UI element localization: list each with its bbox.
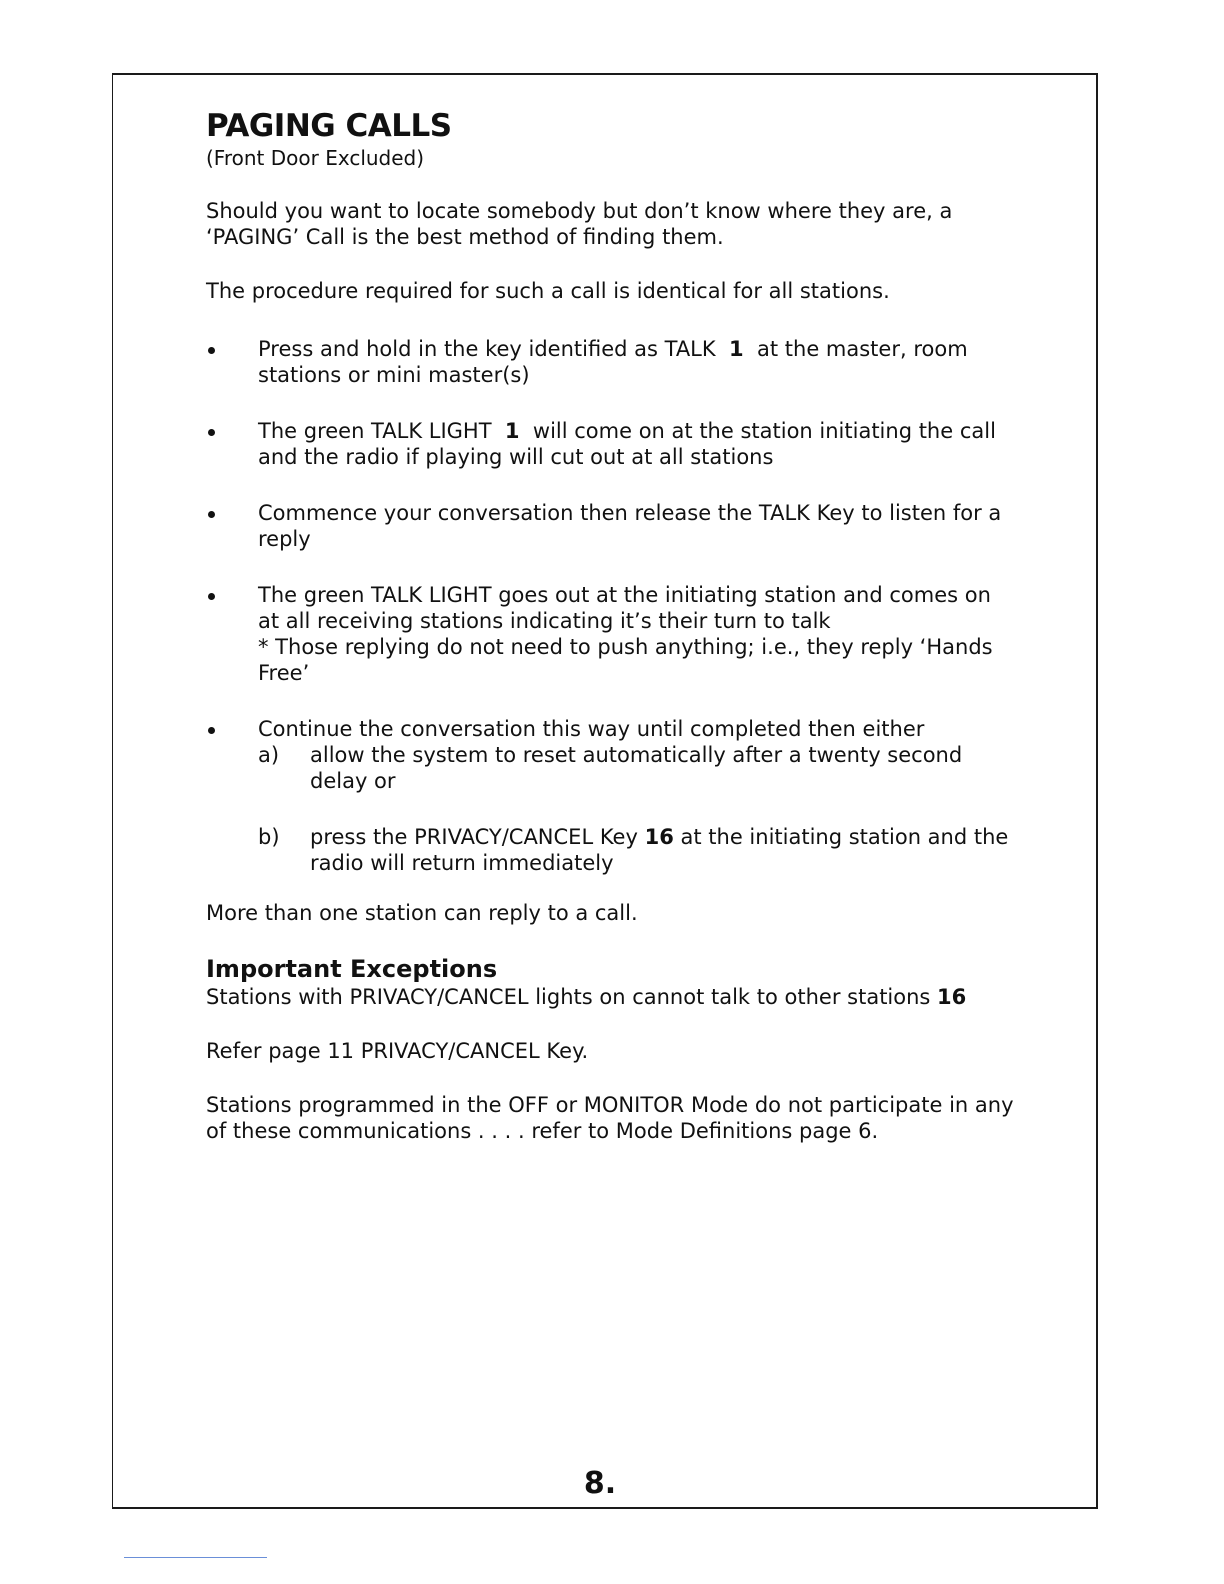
intro-paragraph-1: Should you want to locate somebody but don’t know where they are, a ‘PAGING’ Call is the best method of finding them. <box>206 199 953 249</box>
bullet-icon <box>208 429 215 436</box>
page-title: PAGING CALLS <box>206 108 452 144</box>
option-marker: b) <box>258 825 280 849</box>
intro-paragraph-2: The procedure required for such a call is identical for all stations. <box>206 279 890 303</box>
option-b <box>206 824 1016 876</box>
bullet-text: The green TALK LIGHT goes out at the initiating station and comes on at all receiving stations indicating it’s their turn to talk <box>258 583 991 633</box>
key-number: 16 <box>937 985 967 1009</box>
exceptions-heading: Important Exceptions <box>206 955 498 983</box>
list-item <box>206 716 1016 876</box>
list-item <box>206 582 1016 686</box>
key-number: 16 <box>644 825 674 849</box>
bullet-icon <box>208 593 215 600</box>
bullet-text: at the master, room stations or mini master(s) <box>258 337 968 387</box>
exceptions-line-3: Stations programmed in the OFF or MONITOR Mode do not participate in any of these communications . . . . refer to Mode Definitions page 6. <box>206 1093 1014 1143</box>
bullet-note: * Those replying do not need to push anything; i.e., they reply ‘Hands Free’ <box>258 635 993 685</box>
exceptions-line-1 <box>206 984 1016 1010</box>
bullet-text: Commence your conversation then release the TALK Key to listen for a reply <box>258 501 1002 551</box>
exceptions-line-2: Refer page 11 PRIVACY/CANCEL Key. <box>206 1039 589 1063</box>
bullet-text: Continue the conversation this way until completed then either <box>258 717 925 741</box>
page-subtitle: (Front Door Excluded) <box>206 146 425 170</box>
bullet-text: Press and hold in the key identified as TALK <box>258 337 716 361</box>
page-number: 8. <box>583 1466 617 1501</box>
option-marker: a) <box>258 743 280 767</box>
key-number: 1 <box>729 337 744 361</box>
option-text: allow the system to reset automatically after a twenty second delay or <box>310 743 963 793</box>
page-content <box>206 108 1016 1144</box>
bullet-text: The green TALK LIGHT <box>258 419 492 443</box>
closing-paragraph: More than one station can reply to a call. <box>206 901 638 925</box>
bullet-icon <box>208 511 215 518</box>
bullet-icon <box>208 347 215 354</box>
exceptions-text: Stations with PRIVACY/CANCEL lights on cannot talk to other stations <box>206 985 931 1009</box>
footer-rule <box>124 1557 267 1558</box>
option-a <box>206 742 1016 794</box>
list-item <box>206 336 1016 388</box>
list-item <box>206 500 1016 552</box>
option-text: press the PRIVACY/CANCEL Key <box>310 825 638 849</box>
procedure-list <box>206 336 1016 876</box>
option-text: at the initiating station and the radio will return immediately <box>310 825 1009 875</box>
bullet-text: will come on at the station initiating the call and the radio if playing will cut out at all stations <box>258 419 996 469</box>
list-item <box>206 418 1016 470</box>
bullet-icon <box>208 727 215 734</box>
key-number: 1 <box>504 419 520 443</box>
